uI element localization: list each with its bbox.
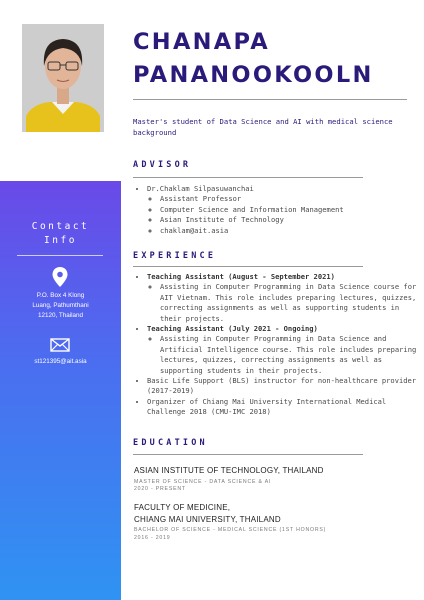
advisor-detail: ◦ Computer Science and Information Management [160,205,419,215]
school-name: FACULTY OF MEDICINE, [134,503,231,512]
experience-section [134,272,419,418]
experience-heading: EXPERIENCE [133,251,217,261]
experience-extra: • Basic Life Support (BLS) instructor for non-healthcare provider (2017-2019) [147,376,419,397]
address-line: Luang, Pathumthani [32,302,89,309]
contact-divider [17,255,103,256]
contact-title-line2: Info [44,235,77,246]
degree: BACHELOR OF SCIENCE - MEDICAL SCIENCE (1ST HONORS) [134,527,327,533]
advisor-heading: ADVISOR [133,160,192,170]
experience-item [147,324,419,376]
photo-area [0,0,121,181]
experience-extra: • Organizer of Chiang Mai University International Medical Challenge 2018 (CMU-IMC 2018) [147,397,419,418]
degree: MASTER OF SCIENCE - DATA SCIENCE & AI [134,478,272,485]
education-heading: EDUCATION [133,438,208,448]
education-divider [133,454,363,455]
portrait-photo [22,24,104,132]
advisor-entry [147,184,419,236]
contact-sidebar [0,181,121,600]
candidate-name [133,26,374,92]
advisor-detail: ◦ Asian Institute of Technology [160,215,419,225]
address-line: P.O. Box 4 Klong [36,292,85,299]
advisor-name: Dr.Chaklam Silpasuwanchai [147,184,254,193]
education-item [134,502,414,542]
experience-detail: ◦ Assisting in Computer Programming in Data Science and Artificial Intelligence course. This role includes preparing lectures, quizzes, correcting assignments as well as supporting students in their projects. [160,334,419,376]
profile-photo [22,24,104,132]
mail-icon [50,338,70,352]
header-divider [133,99,407,100]
address [12,291,109,321]
profile-summary: Master's student of Data Science and AI with medical science background [133,117,393,137]
experience-item [147,272,419,324]
advisor-detail: ◦ Assistant Professor [160,194,419,204]
school-name: ASIAN INSTITUTE OF TECHNOLOGY, THAILAND [134,466,324,475]
experience-divider [133,266,363,267]
school-name: CHIANG MAI UNIVERSITY, THAILAND [134,514,281,524]
experience-detail: ◦ Assisting in Computer Programming in Data Science course for AIT Vietnam. This role includes preparing lectures, quizzes, correcting assignments as well as supporting students in their projects. [160,282,419,324]
address-line: 12120, Thailand [37,312,84,319]
email-link[interactable]: st121395@ait.asia [34,358,87,365]
experience-title: Teaching Assistant (July 2021 - Ongoing) [147,324,318,334]
advisor-divider [133,177,363,178]
advisor-email-link[interactable]: ◦ chaklam@ait.asia [160,226,419,236]
contact-title-line1: Contact [31,221,90,232]
education-item [134,465,414,494]
study-period: 2020 - PRESENT [134,486,186,492]
experience-title: Teaching Assistant (August - September 2021) [147,272,335,281]
name-line2: PANANOOKOOLN [133,62,374,88]
location-pin-icon [51,266,69,288]
advisor-section [134,184,419,236]
contact-title [0,220,121,248]
name-line1: CHANAPA [133,29,270,55]
study-period: 2016 - 2019 [134,534,171,541]
